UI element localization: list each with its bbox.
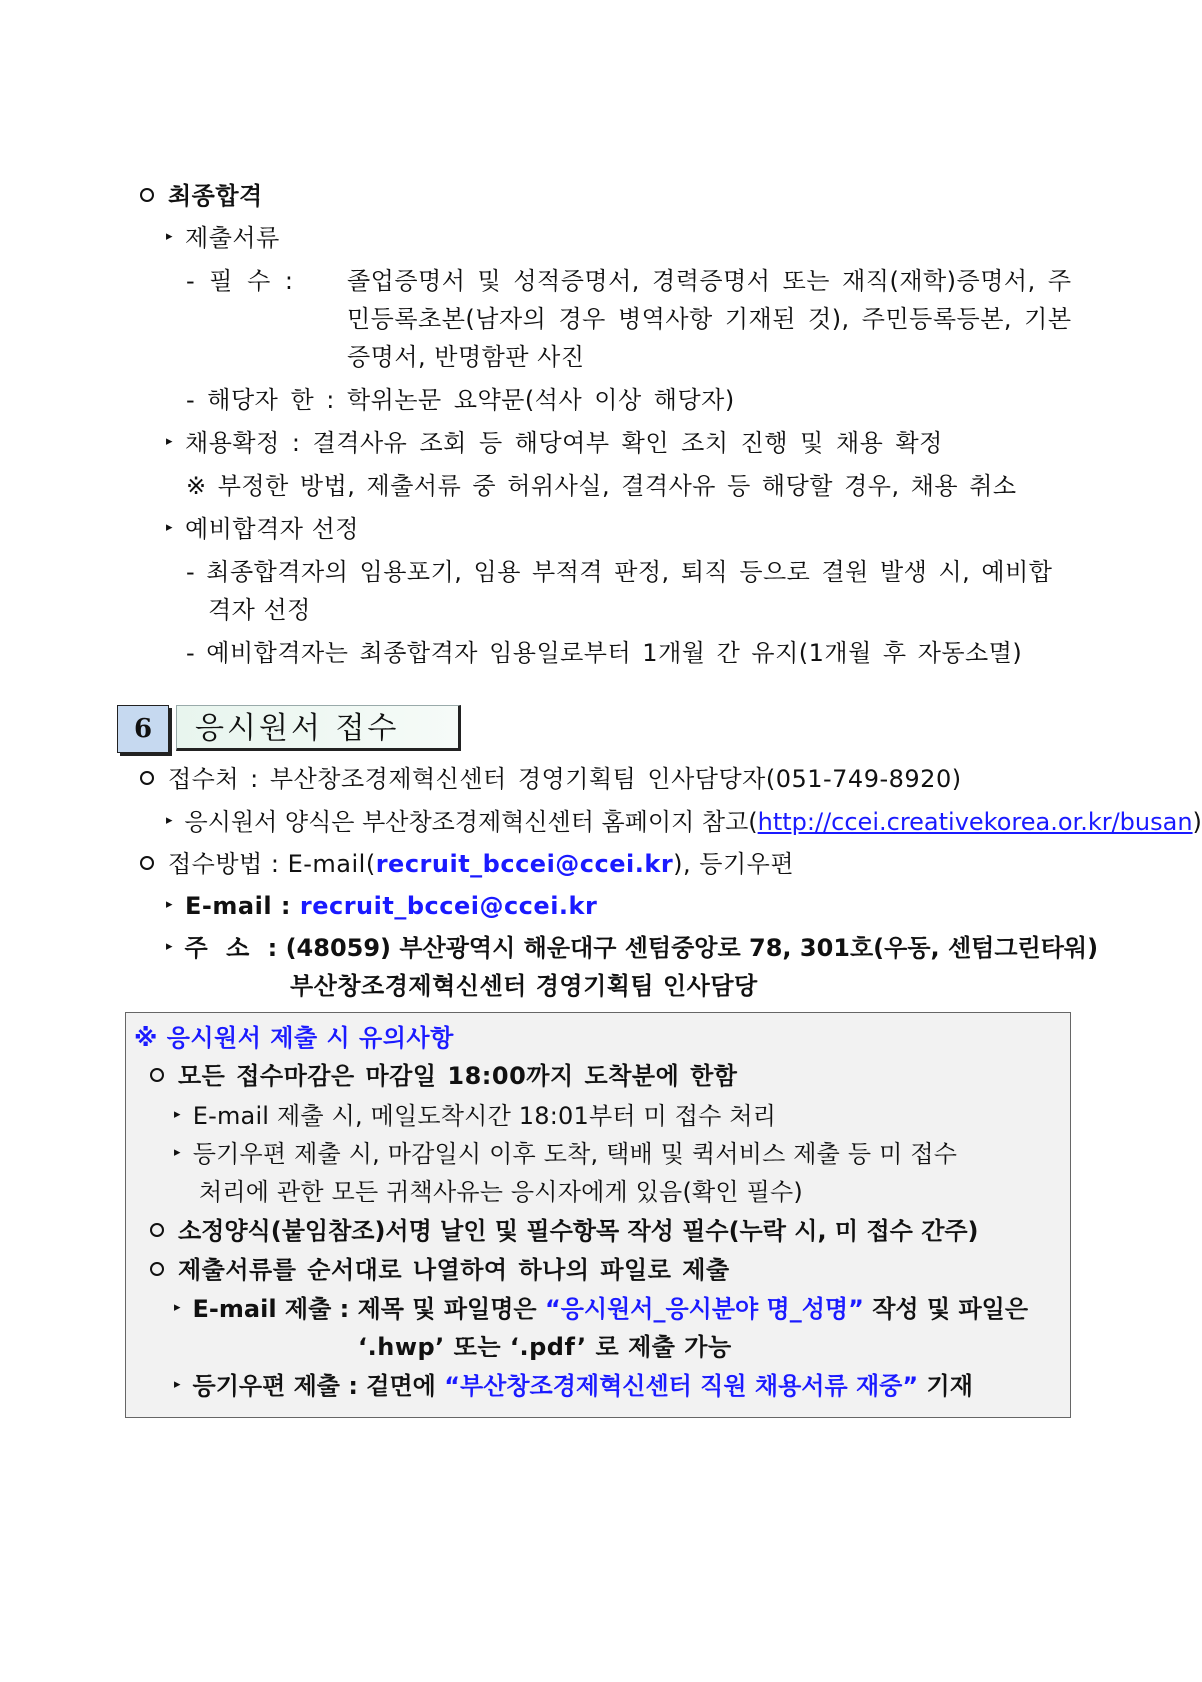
reserve-label: ▸ 예비합격자 선정 (166, 513, 359, 546)
notice-item-1: 모든 접수마감은 마감일 18:00까지 도착분에 한함 (150, 1060, 737, 1092)
confirm-note: ※ 부정한 방법, 제출서류 중 허위사실, 결격사유 등 해당할 경우, 채용 취소 (186, 472, 1017, 500)
form-note: ▸ 응시원서 양식은 부산창조경제혁신센터 홈페이지 참고(http://ccei.creativekorea.or.kr/busan) (166, 806, 1202, 839)
notice-item-1-sub-2: ▸ 등기우편 제출 시, 마감일시 이후 도착, 택배 및 퀵서비스 제출 등 미 접수 (174, 1138, 957, 1171)
address-line-1: ▸ 주 소 : (48059) 부산광역시 해운대구 센텀중앙로 78, 301호(우동, 센텀그린타워) (166, 932, 1098, 965)
circle-bullet-icon (140, 188, 154, 202)
triangle-bullet-icon: ▸ (166, 520, 174, 535)
notice-item-1-sub-2-cont: 처리에 관한 모든 귀책사유는 응시자에게 있음(확인 필수) (199, 1178, 803, 1206)
notice-email-rule-cont: ‘.hwp’ 또는 ‘.pdf’ 로 제출 가능 (358, 1333, 732, 1361)
notice-email-rule: ▸ E-mail 제출 : 제목 및 파일명은 “응시원서_응시분야 명_성명” 작성 및 파일은 (174, 1293, 1028, 1326)
circle-bullet-icon (140, 856, 154, 870)
notice-item-2: 소정양식(붙임참조)서명 날인 및 필수항목 작성 필수(누락 시, 미 접수 간주) (150, 1215, 979, 1247)
triangle-bullet-icon: ▸ (174, 1107, 181, 1122)
method-email-link[interactable]: recruit_bccei@ccei.kr (375, 850, 674, 878)
triangle-bullet-icon: ▸ (174, 1145, 181, 1160)
reception-method: 접수방법 : E-mail(recruit_bccei@ccei.kr), 등기우편 (140, 848, 794, 880)
reserve-line-2: 격자 선정 (208, 596, 311, 624)
post-envelope-text: “부산창조경제혁신센터 직원 채용서류 재중” (444, 1372, 919, 1400)
triangle-bullet-icon: ▸ (174, 1300, 181, 1315)
triangle-bullet-icon: ▸ (166, 939, 173, 954)
circle-bullet-icon (150, 1262, 164, 1276)
applicable-line: - 해당자 한 : 학위논문 요약문(석사 이상 해당자) (186, 386, 735, 414)
triangle-bullet-icon: ▸ (166, 897, 174, 912)
triangle-bullet-icon: ▸ (166, 813, 173, 828)
notice-item-3: 제출서류를 순서대로 나열하여 하나의 파일로 제출 (150, 1254, 730, 1286)
section-title: 응시원서 접수 (176, 705, 461, 751)
final-heading: 최종합격 (140, 180, 263, 212)
triangle-bullet-icon: ▸ (166, 229, 174, 244)
circle-bullet-icon (150, 1223, 164, 1237)
required-prefix: - 필 수 : (186, 267, 294, 295)
triangle-bullet-icon: ▸ (174, 1377, 181, 1392)
email-filename-format: “응시원서_응시분야 명_성명” (544, 1295, 864, 1323)
confirm-line: ▸ 채용확정 : 결격사유 조회 등 해당여부 확인 조치 진행 및 채용 확정 (166, 427, 943, 460)
address-line-2: 부산창조경제혁신센터 경영기획팀 인사담당 (290, 972, 758, 1000)
email-link[interactable]: recruit_bccei@ccei.kr (299, 892, 598, 920)
reserve-line-1: - 최종합격자의 임용포기, 임용 부적격 판정, 퇴직 등으로 결원 발생 시, 예비합 (186, 558, 1053, 586)
docs-label: ▸ 제출서류 (166, 222, 280, 255)
circle-bullet-icon (150, 1068, 164, 1082)
homepage-link[interactable]: http://ccei.creativekorea.or.kr/busan (757, 808, 1193, 836)
email-line: ▸ E-mail : recruit_bccei@ccei.kr (166, 890, 597, 923)
circle-bullet-icon (140, 771, 154, 785)
notice-post-rule: ▸ 등기우편 제출 : 겉면에 “부산창조경제혁신센터 직원 채용서류 재중” 기재 (174, 1370, 973, 1403)
notice-title: ※ 응시원서 제출 시 유의사항 (134, 1024, 454, 1052)
notice-item-1-sub-1: ▸ E-mail 제출 시, 메일도착시간 18:01부터 미 접수 처리 (174, 1100, 776, 1133)
section-number: 6 (117, 705, 169, 753)
triangle-bullet-icon: ▸ (166, 434, 174, 449)
reserve-line-3: - 예비합격자는 최종합격자 임용일로부터 1개월 간 유지(1개월 후 자동소멸) (186, 639, 1023, 667)
required-line-2: 민등록초본(남자의 경우 병역사항 기재된 것), 주민등록등본, 기본 (347, 305, 1072, 333)
reception-place: 접수처 : 부산창조경제혁신센터 경영기획팀 인사담당자(051-749-8920) (140, 763, 962, 795)
required-line-3: 증명서, 반명함판 사진 (347, 343, 585, 371)
required-line-1: 졸업증명서 및 성적증명서, 경력증명서 또는 재직(재학)증명서, 주 (347, 267, 1072, 295)
